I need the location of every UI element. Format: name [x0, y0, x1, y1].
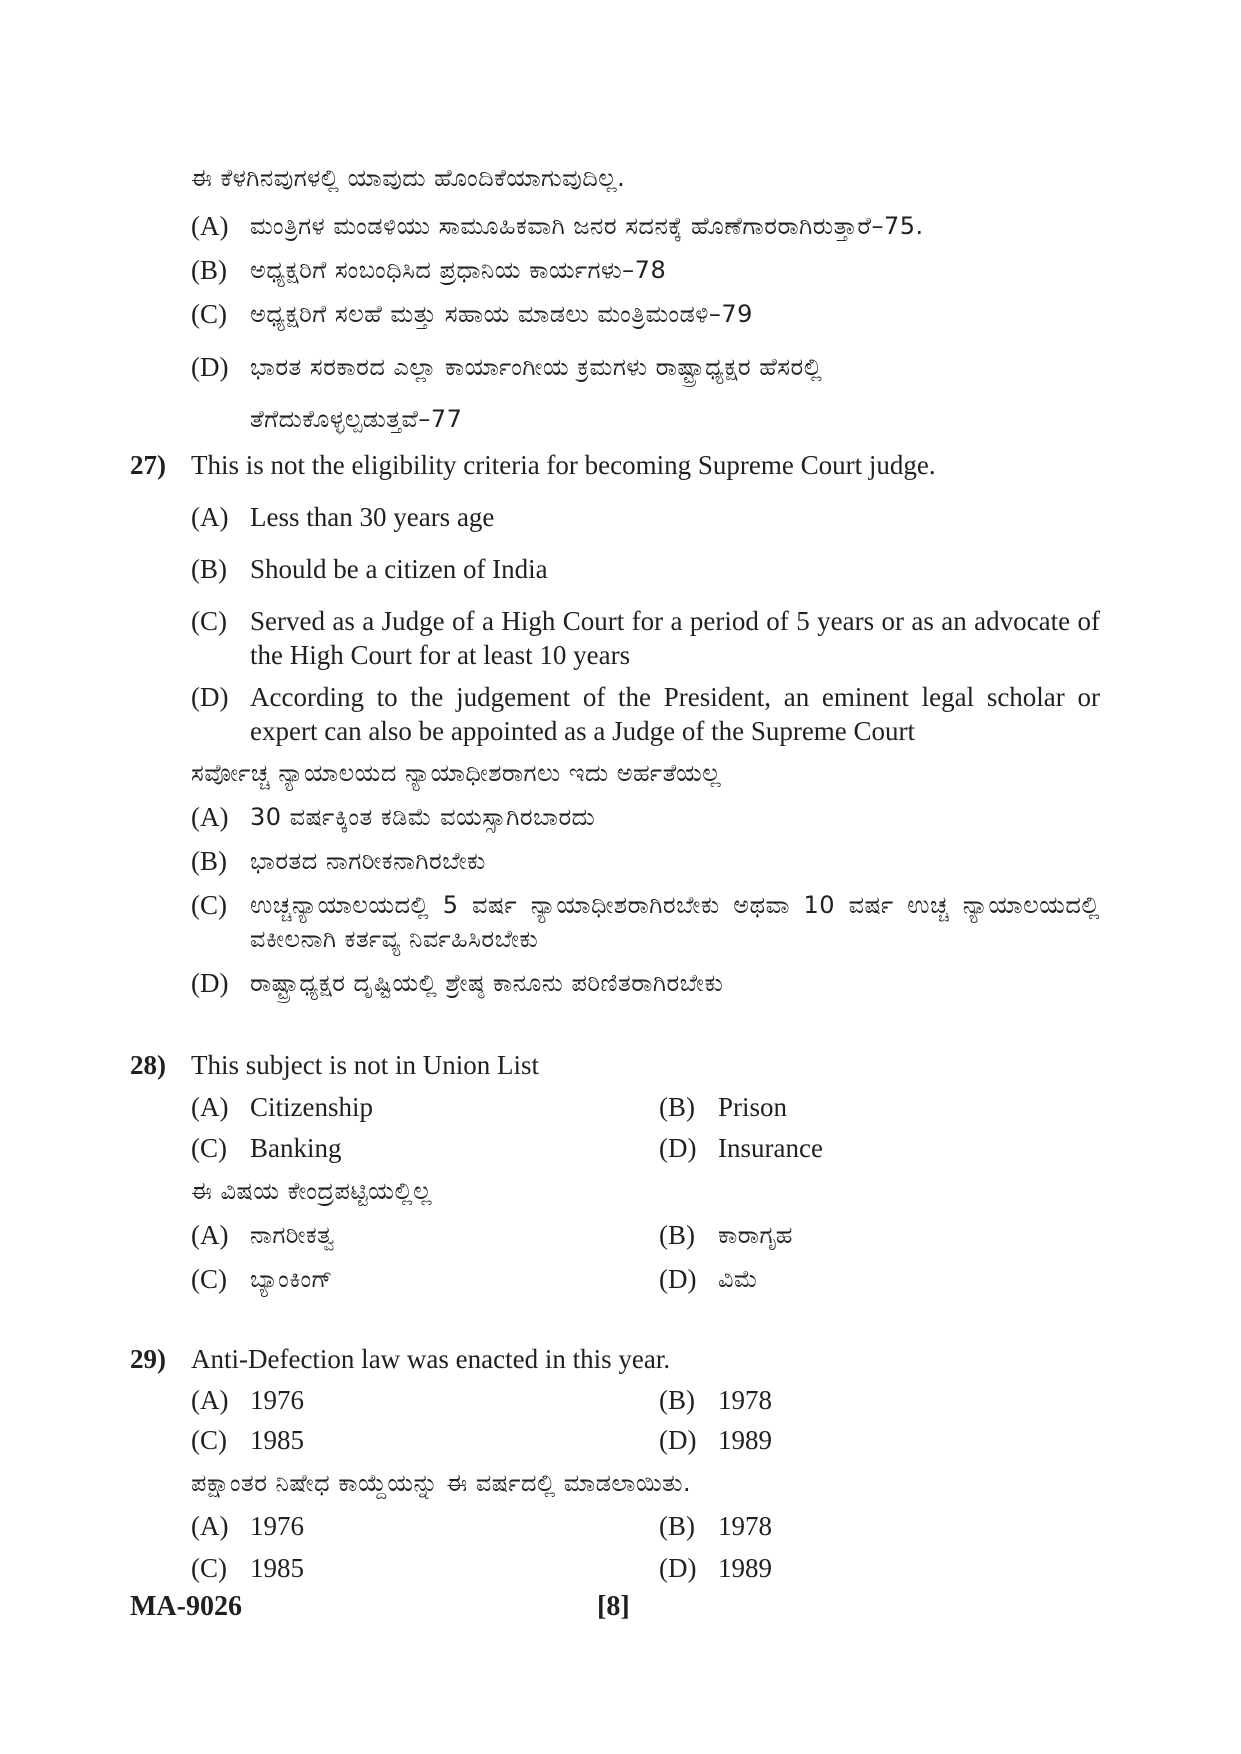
q29-en-option-d-text: 1989 [718, 1425, 772, 1455]
q29-stem-en: Anti-Defection law was enacted in this year. [191, 1344, 671, 1374]
q28-stem-en: This subject is not in Union List [191, 1050, 539, 1080]
q27-number: 27) [130, 450, 166, 480]
footer-code: MA-9026 [130, 1591, 242, 1622]
q29-kn-option-c-label: (C) [191, 1553, 227, 1583]
q29-number: 29) [130, 1344, 166, 1374]
q27-kn-option-d-text: ರಾಷ್ಟ್ರಾಧ್ಯಕ್ಷರ ದೃಷ್ಟಿಯಲ್ಲಿ ಶ್ರೇಷ್ಠ ಕಾನೂನು ಪರಿಣಿತರಾಗಿರಬೇಕು [250, 969, 724, 997]
q27-kn-option-c-label: (C) [191, 890, 227, 920]
q29-en-option-b-label: (B) [659, 1385, 695, 1415]
q29-kn-option-b-text: 1978 [718, 1511, 772, 1541]
q27-en-option-d-text: According to the judgement of the President, an eminent legal scholar or expert can also be appointed as a Judge of the Supreme Court [250, 682, 1100, 746]
q27-stem-kn: ಸರ್ವೋಚ್ಚ ನ್ಯಾಯಾಲಯದ ನ್ಯಾಯಾಧೀಶರಾಗಲು ಇದು ಅರ್ಹತೆಯಲ್ಲ [191, 759, 722, 787]
q29-stem-kn: ಪಕ್ಷಾಂತರ ನಿಷೇಧ ಕಾಯ್ದೆಯನ್ನು ಈ ವರ್ಷದಲ್ಲಿ ಮಾಡಲಾಯಿತು. [191, 1469, 692, 1497]
q28-kn-option-a-text: ನಾಗರೀಕತ್ವ [250, 1221, 335, 1249]
q27-en-option-c-label: (C) [191, 606, 227, 636]
q29-en-option-a-label: (A) [191, 1385, 229, 1415]
q29-kn-option-b-label: (B) [659, 1511, 695, 1541]
q29-kn-option-d-text: 1989 [718, 1553, 772, 1583]
q29-en-option-c-label: (C) [191, 1425, 227, 1455]
q27-kn-option-a-text: 30 ವರ್ಷಕ್ಕಿಂತ ಕಡಿಮೆ ವಯಸ್ಸಾಗಿರಬಾರದು [250, 803, 596, 831]
q27-kn-option-b-text: ಭಾರತದ ನಾಗರೀಕನಾಗಿರಬೇಕು [250, 847, 486, 875]
q26-kn-option-c-text: ಅಧ್ಯಕ್ಷರಿಗೆ ಸಲಹೆ ಮತ್ತು ಸಹಾಯ ಮಾಡಲು ಮಂತ್ರಿಮಂಡಳಿ–79 [250, 300, 753, 328]
q28-en-option-c-label: (C) [191, 1133, 227, 1163]
q28-kn-option-d-text: ವಿಮೆ [718, 1265, 759, 1293]
q27-en-option-b-text: Should be a citizen of India [250, 554, 548, 584]
q26-kn-option-c-label: (C) [191, 299, 227, 329]
q28-number: 28) [130, 1050, 166, 1080]
q29-en-option-b-text: 1978 [718, 1385, 772, 1415]
q29-en-option-a-text: 1976 [250, 1385, 304, 1415]
q26-kn-option-a-text: ಮಂತ್ರಿಗಳ ಮಂಡಳಿಯು ಸಾಮೂಹಿಕವಾಗಿ ಜನರ ಸದನಕ್ಕೆ ಹೊಣೆಗಾರರಾಗಿರುತ್ತಾರೆ–75. [250, 212, 924, 240]
q27-kn-option-d-label: (D) [191, 968, 229, 998]
q27-en-option-d-label: (D) [191, 682, 229, 712]
q28-en-option-a-label: (A) [191, 1092, 229, 1122]
q29-kn-option-a-label: (A) [191, 1511, 229, 1541]
q28-kn-option-b-label: (B) [659, 1220, 695, 1250]
q27-stem-en: This is not the eligibility criteria for becoming Supreme Court judge. [191, 450, 936, 480]
q27-kn-option-c-text: ಉಚ್ಚನ್ಯಾಯಾಲಯದಲ್ಲಿ 5 ವರ್ಷ ನ್ಯಾಯಾಧೀಶರಾಗಿರಬೇಕು ಅಥವಾ 10 ವರ್ಷ ಉಚ್ಚ ನ್ಯಾಯಾಲಯದಲ್ಲಿ ವಕೀಲನಾಗಿ ಕರ್ತವ್ಯ ನಿರ್ವಹಿಸಿರಬೇಕು [250, 891, 1100, 953]
q26-kn-option-d-text-cont: ತೆಗೆದುಕೊಳ್ಳಲ್ಪಡುತ್ತವೆ–77 [250, 405, 463, 433]
q28-en-option-c-text: Banking [250, 1133, 342, 1163]
q28-en-option-a-text: Citizenship [250, 1092, 373, 1122]
q29-en-option-d-label: (D) [659, 1425, 697, 1455]
q29-kn-option-d-label: (D) [659, 1553, 697, 1583]
q27-en-option-a-label: (A) [191, 502, 229, 532]
q26-kn-option-a-label: (A) [191, 211, 229, 241]
q28-en-option-d-label: (D) [659, 1133, 697, 1163]
q26-kn-option-b-label: (B) [191, 255, 227, 285]
q26-kn-option-b-text: ಅಧ್ಯಕ್ಷರಿಗೆ ಸಂಬಂಧಿಸಿದ ಪ್ರಧಾನಿಯ ಕಾರ್ಯಗಳು–78 [250, 256, 667, 284]
q28-kn-option-b-text: ಕಾರಾಗೃಹ [718, 1221, 793, 1249]
q29-en-option-c-text: 1985 [250, 1425, 304, 1455]
q27-en-option-c-text: Served as a Judge of a High Court for a period of 5 years or as an advocate of the High Court for at least 10 years [250, 606, 1100, 670]
q27-kn-option-b-label: (B) [191, 846, 227, 876]
q28-kn-option-a-label: (A) [191, 1220, 229, 1250]
q27-en-option-a-text: Less than 30 years age [250, 502, 495, 532]
q28-kn-option-c-label: (C) [191, 1264, 227, 1294]
q28-en-option-b-label: (B) [659, 1092, 695, 1122]
q26-kn-option-d-label: (D) [191, 352, 229, 382]
q28-kn-option-d-label: (D) [659, 1264, 697, 1294]
q27-kn-option-a-label: (A) [191, 802, 229, 832]
q26-stem-kn: ಈ ಕೆಳಗಿನವುಗಳಲ್ಲಿ ಯಾವುದು ಹೊಂದಿಕೆಯಾಗುವುದಿಲ್ಲ. [191, 164, 626, 192]
q26-kn-option-d-text: ಭಾರತ ಸರಕಾರದ ಎಲ್ಲಾ ಕಾರ್ಯಾಂಗೀಯ ಕ್ರಮಗಳು ರಾಷ್ಟ್ರಾಧ್ಯಕ್ಷರ ಹೆಸರಲ್ಲಿ [250, 353, 823, 381]
q29-kn-option-c-text: 1985 [250, 1553, 304, 1583]
q28-kn-option-c-text: ಬ್ಯಾಂಕಿಂಗ್ [250, 1265, 333, 1293]
q29-kn-option-a-text: 1976 [250, 1511, 304, 1541]
q28-en-option-b-text: Prison [718, 1092, 788, 1122]
q27-en-option-b-label: (B) [191, 554, 227, 584]
q28-stem-kn: ಈ ವಿಷಯ ಕೇಂದ್ರಪಟ್ಟಿಯಲ್ಲಿಲ್ಲ [191, 1177, 432, 1205]
q28-en-option-d-text: Insurance [718, 1133, 823, 1163]
footer-page-number: [8] [597, 1591, 630, 1622]
